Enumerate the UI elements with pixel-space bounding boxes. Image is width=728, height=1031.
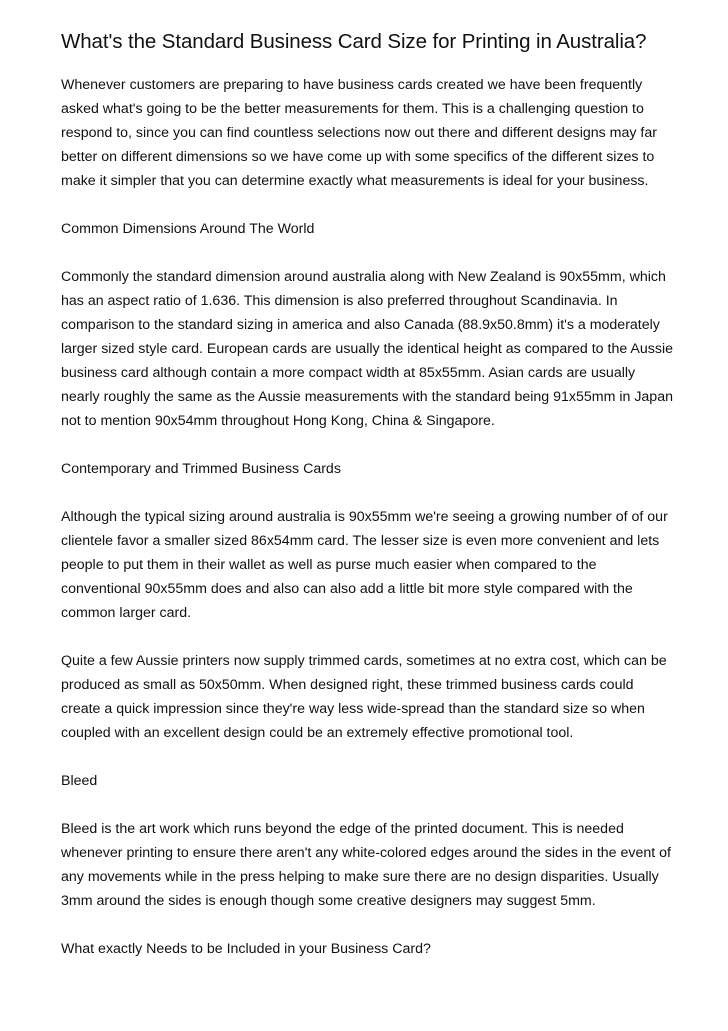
paragraph-common-dimensions: Commonly the standard dimension around australia along with New Zealand is 90x55mm, which has an aspect ratio of 1.636. This dimension is also preferred throughout Scandinavia. In comparison to the standard sizing in america and also Canada (88.9x50.8mm) it's a moderately larger sized style card. European cards are usually the identical height as compared to the Aussie business card although contain a more compact width at 85x55mm. Asian cards are usually nearly roughly the same as the Aussie measurements with the standard being 91x55mm in Japan not to mention 90x54mm throughout Hong Kong, China & Singapore. — [61, 269, 673, 429]
paragraph-intro: Whenever customers are preparing to have business cards created we have been frequently asked what's going to be the better measurements for them. This is a challenging question to respond to, since you can find countless selections now out there and different designs may far better on different dimensions so we have come up with some specifics of the different sizes to make it simpler that you can determine exactly what measurements is ideal for your business. — [61, 77, 657, 189]
paragraph-bleed: Bleed is the art work which runs beyond the edge of the printed document. This is needed whenever printing to ensure there aren't any white-colored edges around the sides in the event of any movements while in the press helping to make sure there are no design disparities. Usually 3mm around the sides is enough though some creative designers may suggest 5mm. — [61, 821, 672, 909]
paragraph-typical-sizing: Although the typical sizing around australia is 90x55mm we're seeing a growing number of of our clientele favor a smaller sized 86x54mm card. The lesser size is even more convenient and lets people to put them in their wallet as well as purse much easier when compared to the conventional 90x55mm does and also can also add a little bit more style compared with the common larger card. — [61, 509, 668, 621]
section-heading-contemporary-trimmed: Contemporary and Trimmed Business Cards — [61, 461, 341, 477]
document-title: What's the Standard Business Card Size for Printing in Australia? — [61, 30, 647, 53]
paragraph-trimmed-cards: Quite a few Aussie printers now supply trimmed cards, sometimes at no extra cost, which can be produced as small as 50x50mm. When designed right, these trimmed business cards could create a quick impression since they're way less wide-spread than the standard size so when coupled with an excellent design could be an extremely effective promotional tool. — [61, 653, 667, 741]
section-heading-common-dimensions: Common Dimensions Around The World — [61, 221, 315, 237]
section-heading-what-to-include: What exactly Needs to be Included in your Business Card? — [61, 941, 431, 957]
document-page — [61, 30, 673, 985]
section-heading-bleed: Bleed — [61, 773, 98, 789]
